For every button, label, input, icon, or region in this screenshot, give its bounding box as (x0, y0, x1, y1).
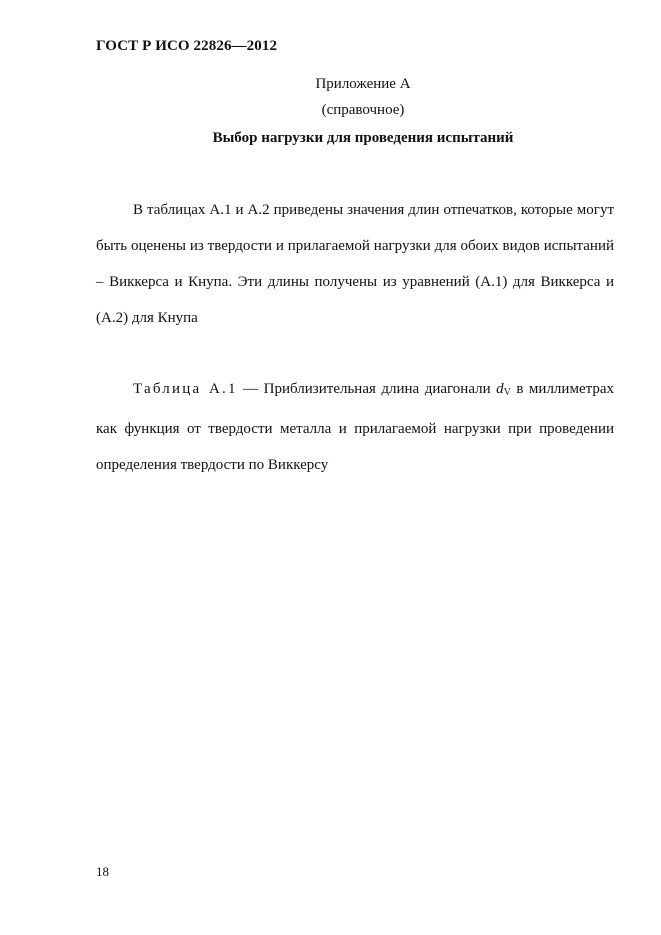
diagonal-variable (496, 381, 511, 397)
table-caption-text-after: в миллиметрах как функция от твердости металла и прилагаемой нагрузки при проведении определения твердости по Виккерсу (96, 381, 614, 473)
standard-code-header: ГОСТ Р ИСО 22826—2012 (96, 38, 278, 54)
page-number: 18 (96, 864, 109, 879)
appendix-label: Приложение А (315, 76, 411, 92)
diagonal-variable-symbol: d (496, 381, 504, 397)
table-caption (96, 371, 614, 483)
table-caption-label: Таблица А.1 (133, 381, 238, 397)
table-caption-text-before: — Приблизительная длина диагонали (237, 381, 497, 397)
appendix-heading: Выбор нагрузки для проведения испытаний (212, 130, 514, 146)
diagonal-variable-subscript: V (503, 387, 511, 398)
appendix-type: (справочное) (321, 102, 405, 118)
intro-paragraph: В таблицах А.1 и А.2 приведены значения длин отпечатков, которые могут быть оценены из твердости и прилагаемой нагрузки для обоих видов испытаний – Виккерса и Кнупа. Эти длины получены из уравнений (А.1) для Виккерса и (А.2) для Кнупа (96, 202, 614, 326)
